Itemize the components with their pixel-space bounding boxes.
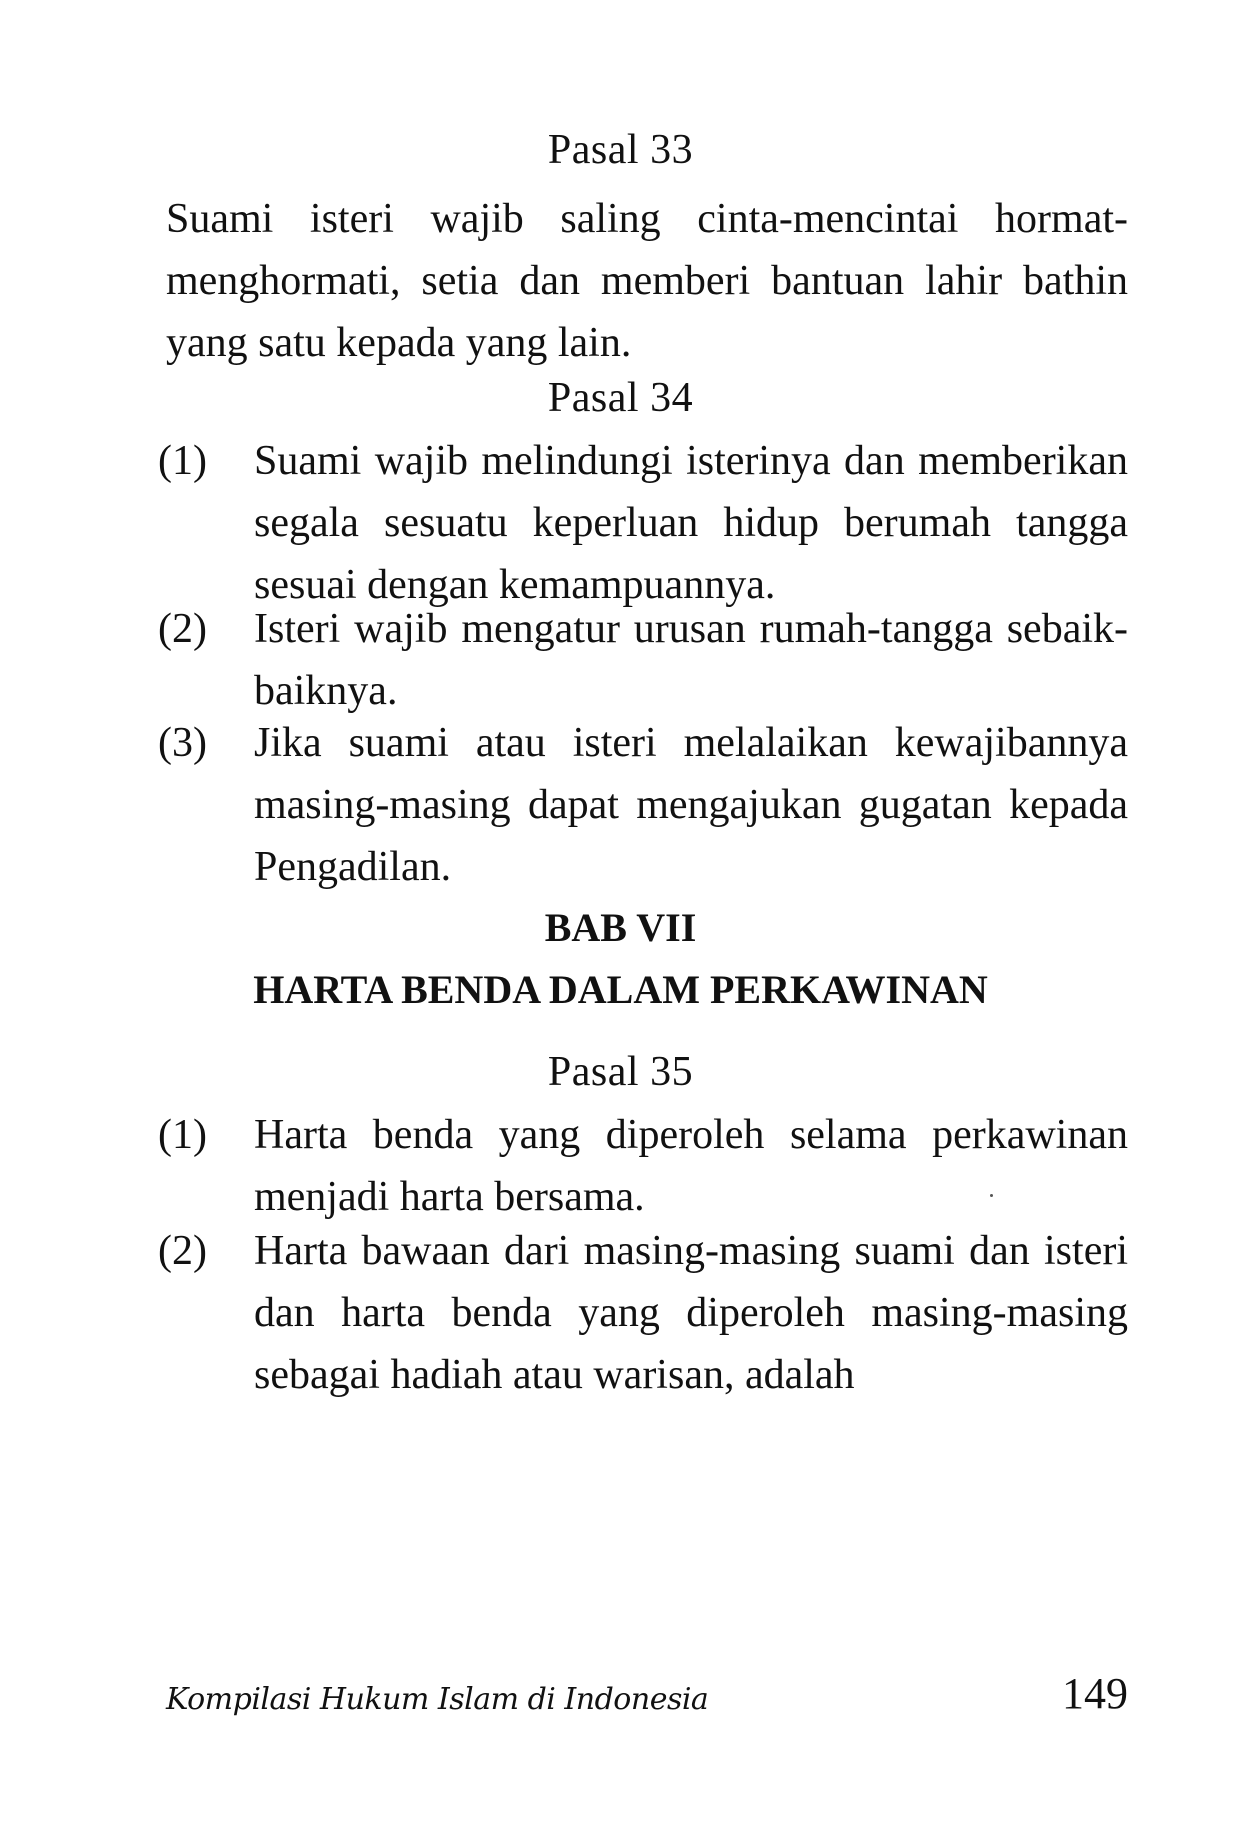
pasal-33-text: Suami isteri wajib saling cinta-mencintai hormat-menghormati, setia dan memberi bantuan lahir bathin yang satu kepada yang lain. bbox=[166, 196, 1128, 366]
chapter-number: BAB VII bbox=[544, 905, 697, 950]
pasal-33-heading: Pasal 33 bbox=[547, 127, 694, 173]
item-text: Harta benda yang diperoleh selama perkawinan menjadi harta bersama. bbox=[254, 1112, 1128, 1220]
pasal-35-heading: Pasal 35 bbox=[547, 1049, 694, 1095]
item-text: Isteri wajib mengatur urusan rumah-tangga sebaik-baiknya. bbox=[254, 606, 1128, 714]
item-text: Jika suami atau isteri melalaikan kewajibannya masing-masing dapat mengajukan gugatan kepada Pengadilan. bbox=[254, 720, 1128, 890]
item-text: Harta bawaan dari masing-masing suami dan isteri dan harta benda yang diperoleh masing-masing sebagai hadiah atau warisan, adalah bbox=[254, 1228, 1128, 1398]
item-number: (1) bbox=[158, 438, 207, 484]
item-number: (2) bbox=[158, 1228, 207, 1274]
page-number: 149 bbox=[1062, 1669, 1128, 1718]
pasal-34-heading: Pasal 34 bbox=[547, 375, 694, 421]
item-number: (2) bbox=[158, 606, 207, 652]
book-title-footer: Kompilasi Hukum Islam di Indonesia bbox=[166, 1682, 709, 1717]
chapter-title: HARTA BENDA DALAM PERKAWINAN bbox=[253, 967, 988, 1012]
item-number: (3) bbox=[158, 720, 207, 766]
item-number: (1) bbox=[158, 1112, 207, 1158]
item-text: Suami wajib melindungi isterinya dan memberikan segala sesuatu keperluan hidup berumah tangga sesuai dengan kemampuannya. bbox=[254, 438, 1128, 608]
